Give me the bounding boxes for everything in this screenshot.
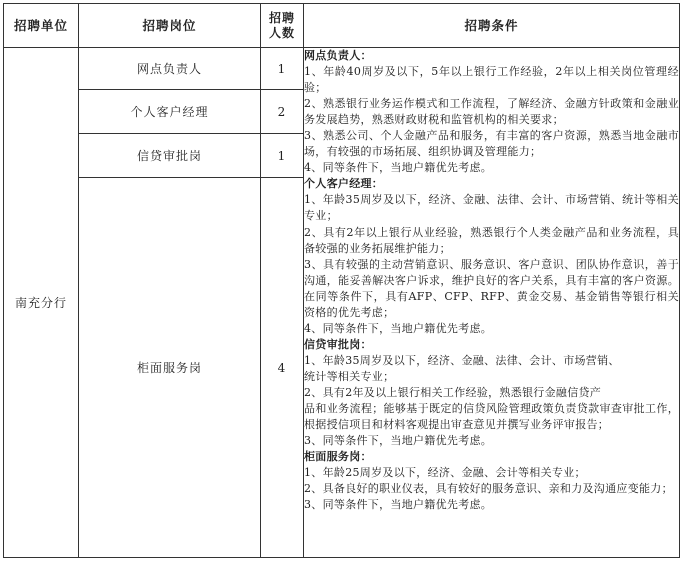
header-position: 招聘岗位: [79, 4, 261, 48]
position-count-cell: 1: [261, 48, 304, 90]
header-conditions: 招聘条件: [304, 4, 680, 48]
condition-section: [304, 337, 679, 449]
condition-line: 3、熟悉公司、个人金融产品和服务，有丰富的客户资源，熟悉当地金融市场，有较强的市场拓展、组织协调及管理能力；: [304, 129, 679, 159]
recruitment-table: [3, 3, 680, 558]
condition-line: 1、年龄25周岁及以下，经济、金融、会计等相关专业；: [304, 466, 586, 480]
header-row: [4, 4, 680, 48]
condition-line: 3、同等条件下，当地户籍优先考虑。: [304, 434, 493, 448]
conditions-cell: [304, 48, 680, 558]
header-unit: 招聘单位: [4, 4, 79, 48]
condition-line: 3、具有较强的主动营销意识、服务意识、客户意识、团队协作意识，善于沟通，能妥善解决客户诉求，维护良好的客户关系，具有丰富的客户资源。在同等条件下，具有AFP、CFP、RFP、黄金交易、基金销售等银行相关资格的优先考虑；: [304, 257, 679, 319]
condition-line: 1、年龄40周岁及以下，5年以上银行工作经验，2年以上相关岗位管理经验；: [304, 65, 679, 95]
position-name-cell: 个人客户经理: [79, 90, 261, 134]
condition-line: 4、同等条件下，当地户籍优先考虑。: [304, 321, 493, 335]
condition-section: [304, 48, 679, 176]
condition-line: 2、具有2年以上银行从业经验，熟悉银行个人类金融产品和业务流程，具备较强的业务拓展维护能力；: [304, 225, 679, 255]
condition-line: 品和业务流程；能够基于既定的信贷风险管理政策负责贷款审查审批工作，根据授信项目和材料客观提出审查意见并撰写业务评审报告；: [304, 402, 679, 432]
position-name-cell: 柜面服务岗: [79, 178, 261, 558]
header-count-line1: 招聘: [268, 10, 295, 25]
condition-line: 1、年龄35周岁及以下，经济、金融、法律、会计、市场营销、: [304, 353, 620, 367]
condition-line: 1、年龄35周岁及以下，经济、金融、法律、会计、市场营销、统计等相关专业；: [304, 193, 679, 223]
position-name-cell: 网点负责人: [79, 48, 261, 90]
condition-section: [304, 176, 679, 336]
condition-line: 4、同等条件下，当地户籍优先考虑。: [304, 161, 493, 175]
section-title: 柜面服务岗：: [304, 450, 372, 464]
position-count-cell: 4: [261, 178, 304, 558]
header-count-line2: 人数: [268, 25, 295, 40]
position-count-cell: 1: [261, 134, 304, 178]
conditions-text: [304, 48, 679, 513]
condition-line: 2、具有2年及以上银行相关工作经验，熟悉银行金融信贷产: [304, 385, 602, 399]
document-sheet: [3, 3, 679, 559]
position-count-cell: 2: [261, 90, 304, 134]
table-row: [4, 48, 680, 90]
condition-line: 2、熟悉银行业务运作模式和工作流程，了解经济、金融方针政策和金融业务发展趋势，熟悉财政财税和监管机构的相关要求；: [304, 97, 679, 127]
unit-name-cell: 南充分行: [4, 48, 79, 558]
section-title: 个人客户经理：: [304, 177, 384, 191]
condition-line: 统计等相关专业；: [304, 369, 395, 383]
header-count: [261, 4, 304, 48]
position-name-cell: 信贷审批岗: [79, 134, 261, 178]
condition-line: 2、具备良好的职业仪表，具有较好的服务意识、亲和力及沟通应变能力；: [304, 482, 673, 496]
section-title: 网点负责人：: [304, 49, 372, 62]
condition-section: [304, 449, 679, 513]
section-title: 信贷审批岗：: [304, 337, 372, 351]
condition-line: 3、同等条件下，当地户籍优先考虑。: [304, 498, 493, 512]
